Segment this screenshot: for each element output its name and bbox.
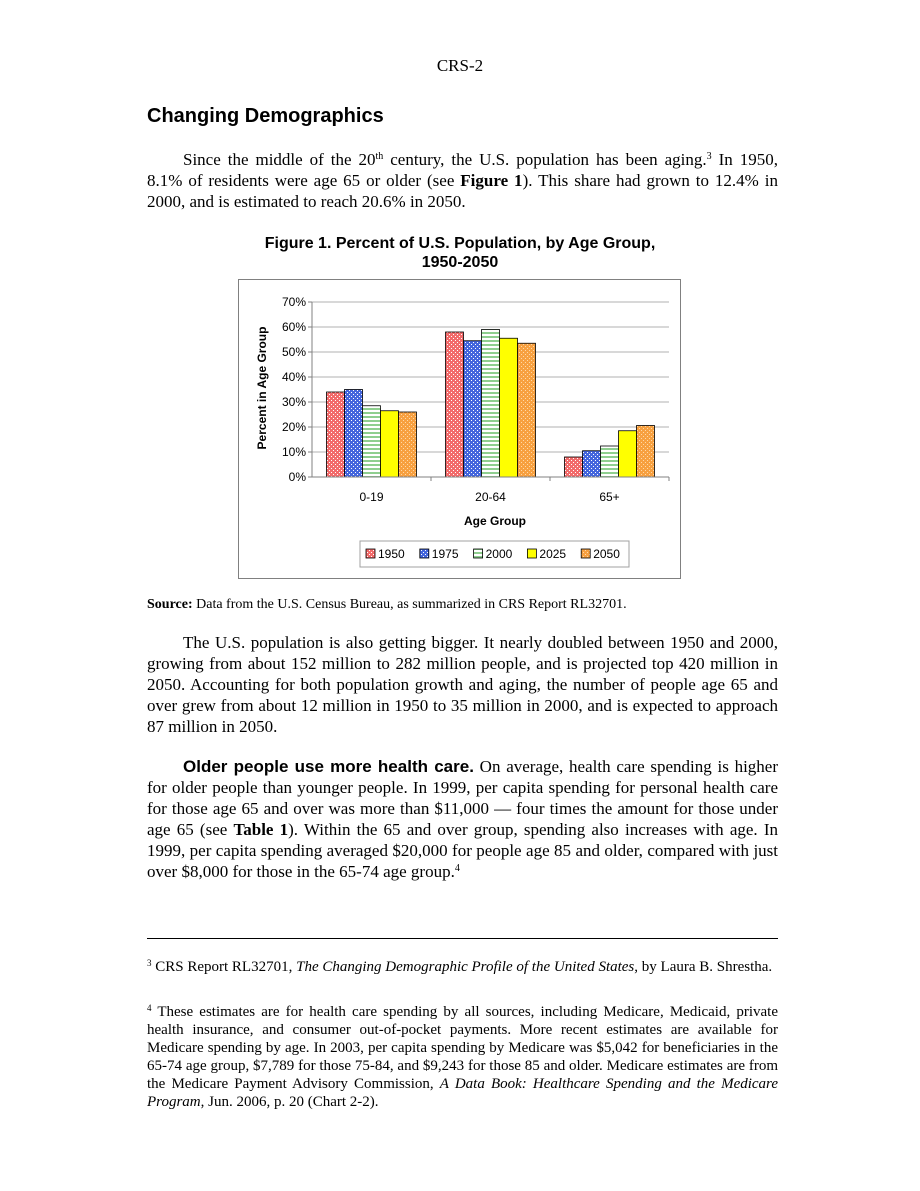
x-tick-label: 20-64: [475, 490, 506, 504]
x-tick-label: 0-19: [359, 490, 384, 504]
figure-title-line1: Figure 1. Percent of U.S. Population, by Age Group,: [264, 235, 656, 252]
chart-legend: [360, 541, 629, 567]
p3-text-b: ). Within the 65 and over group, spending also increases with age. In 1999, per capita spending averaged $20,000 for people age 85 and older, compared with just over $8,000 for those in the 65-74 age group.: [147, 820, 778, 881]
bar-65+-2025: [619, 431, 637, 477]
x-tick-label: 65+: [599, 490, 620, 504]
legend-label-1975: 1975: [431, 547, 459, 561]
bar-0-19-2025: [381, 411, 399, 477]
bar-65+-1975: [583, 451, 601, 477]
bar-0-19-1950: [327, 392, 345, 477]
figure-title: [147, 234, 773, 272]
figure-title-line2: 1950-2050: [421, 254, 499, 271]
footnote-4-number: 4: [147, 1003, 152, 1013]
footnote-3-text-a: CRS Report RL32701,: [151, 959, 297, 975]
bar-20-64-2050: [518, 343, 536, 477]
footnote-3-text-b: , by Laura B. Shrestha.: [634, 959, 773, 975]
p3-text-a: On average, health care spending is higher for older people than younger people. In 1999, per capita spending for personal health care for those age 65 and over was more than $11,000 — four times the amount for those under age 65 (see: [147, 757, 779, 839]
legend-label-2050: 2050: [593, 547, 620, 561]
y-tick-label: 30%: [281, 395, 306, 409]
bar-65+-1950: [565, 457, 583, 477]
chart-frame: [238, 279, 681, 579]
footnote-divider: [147, 938, 778, 939]
p1-text-d: ). This share had grown to 12.4% in 2000, and is estimated to reach 20.6% in 2050.: [147, 171, 778, 211]
bar-20-64-1975: [464, 341, 482, 477]
footnote-4-text-b: , Jun. 2006, p. 20 (Chart 2-2).: [200, 1094, 379, 1110]
bar-0-19-2000: [363, 406, 381, 477]
bar-65+-2000: [601, 446, 619, 477]
y-axis-title: Percent in Age Group: [255, 326, 269, 450]
y-tick-label: 10%: [281, 445, 306, 459]
legend-swatch-2050: [581, 549, 590, 558]
footnote-4-text-a: These estimates are for health care spending by all sources, including Medicare, Medicaid, private health insurance, and consumer out-of-pocket payments. More recent estimates are available for Medicare spending by age. In 2003, per capita spending by Medicare was $5,042 for beneficiaries in the 65-74 age group, $7,789 for those 75-84, and $9,243 for those 85 and older. Medicare estimates are from the Medicare Payment Advisory Commission,: [147, 1004, 778, 1092]
table-ref: Table 1: [233, 820, 289, 839]
p1-text-c: In 1950, 8.1% of residents were age 65 or older (see: [147, 150, 778, 190]
y-tick-label: 40%: [281, 370, 306, 384]
bar-20-64-2025: [500, 338, 518, 477]
paragraph-health-care-use: [147, 756, 778, 882]
footnote-3-title: The Changing Demographic Profile of the United States: [296, 959, 635, 975]
y-tick-label: 70%: [281, 295, 306, 309]
legend-swatch-2000: [474, 549, 483, 558]
legend-swatch-1950: [366, 549, 375, 558]
y-tick-label: 50%: [281, 345, 306, 359]
p1-text-a: Since the middle of the 20: [183, 150, 376, 169]
page-header: CRS-2: [436, 56, 484, 75]
legend-label-1950: 1950: [378, 547, 405, 561]
p2-text: The U.S. population is also getting bigger. It nearly doubled between 1950 and 2000, growing from about 152 million to 282 million people, and is projected top 420 million in 2050. Accounting for both population growth and aging, the number of people age 65 and over grew from about 12 million in 1950 to 35 million in 2000, and is expected to approach 87 million in 2050.: [147, 633, 778, 736]
paragraph-demographics: [147, 149, 778, 212]
footnote-ref-3[interactable]: 3: [706, 151, 712, 162]
legend-label-2025: 2025: [539, 547, 567, 561]
y-tick-label: 60%: [281, 320, 306, 334]
bar-65+-2050: [637, 426, 655, 478]
footnote-ref-4[interactable]: 4: [454, 863, 460, 874]
bar-20-64-1950: [446, 332, 464, 477]
footnote-3-number: 3: [147, 958, 152, 968]
source-text: Data from the U.S. Census Bureau, as summarized in CRS Report RL32701.: [192, 597, 627, 612]
p1-text-b: century, the U.S. population has been aging.: [383, 150, 707, 169]
legend-swatch-1975: [420, 549, 429, 558]
bar-20-64-2000: [482, 330, 500, 478]
figure-source: [147, 597, 627, 613]
x-axis-title: Age Group: [464, 514, 526, 528]
footnote-3: [147, 958, 778, 976]
run-in-heading: Older people use more health care.: [183, 757, 474, 776]
source-label: Source:: [147, 597, 193, 612]
section-title: Changing Demographics: [147, 105, 384, 127]
y-tick-label: 0%: [288, 470, 306, 484]
figure-ref: Figure 1: [460, 171, 523, 190]
footnote-4: [147, 1003, 778, 1111]
y-tick-label: 20%: [281, 420, 306, 434]
paragraph-population-growth: [147, 632, 778, 737]
legend-label-2000: 2000: [485, 547, 513, 561]
bar-0-19-1975: [345, 390, 363, 478]
footnote-4-title: A Data Book: Healthcare Spending and the Medicare Program: [147, 1076, 778, 1110]
legend-swatch-2025: [527, 549, 536, 558]
bar-0-19-2050: [399, 412, 417, 477]
bar-chart: [239, 280, 680, 578]
ordinal-superscript: th: [375, 151, 384, 162]
